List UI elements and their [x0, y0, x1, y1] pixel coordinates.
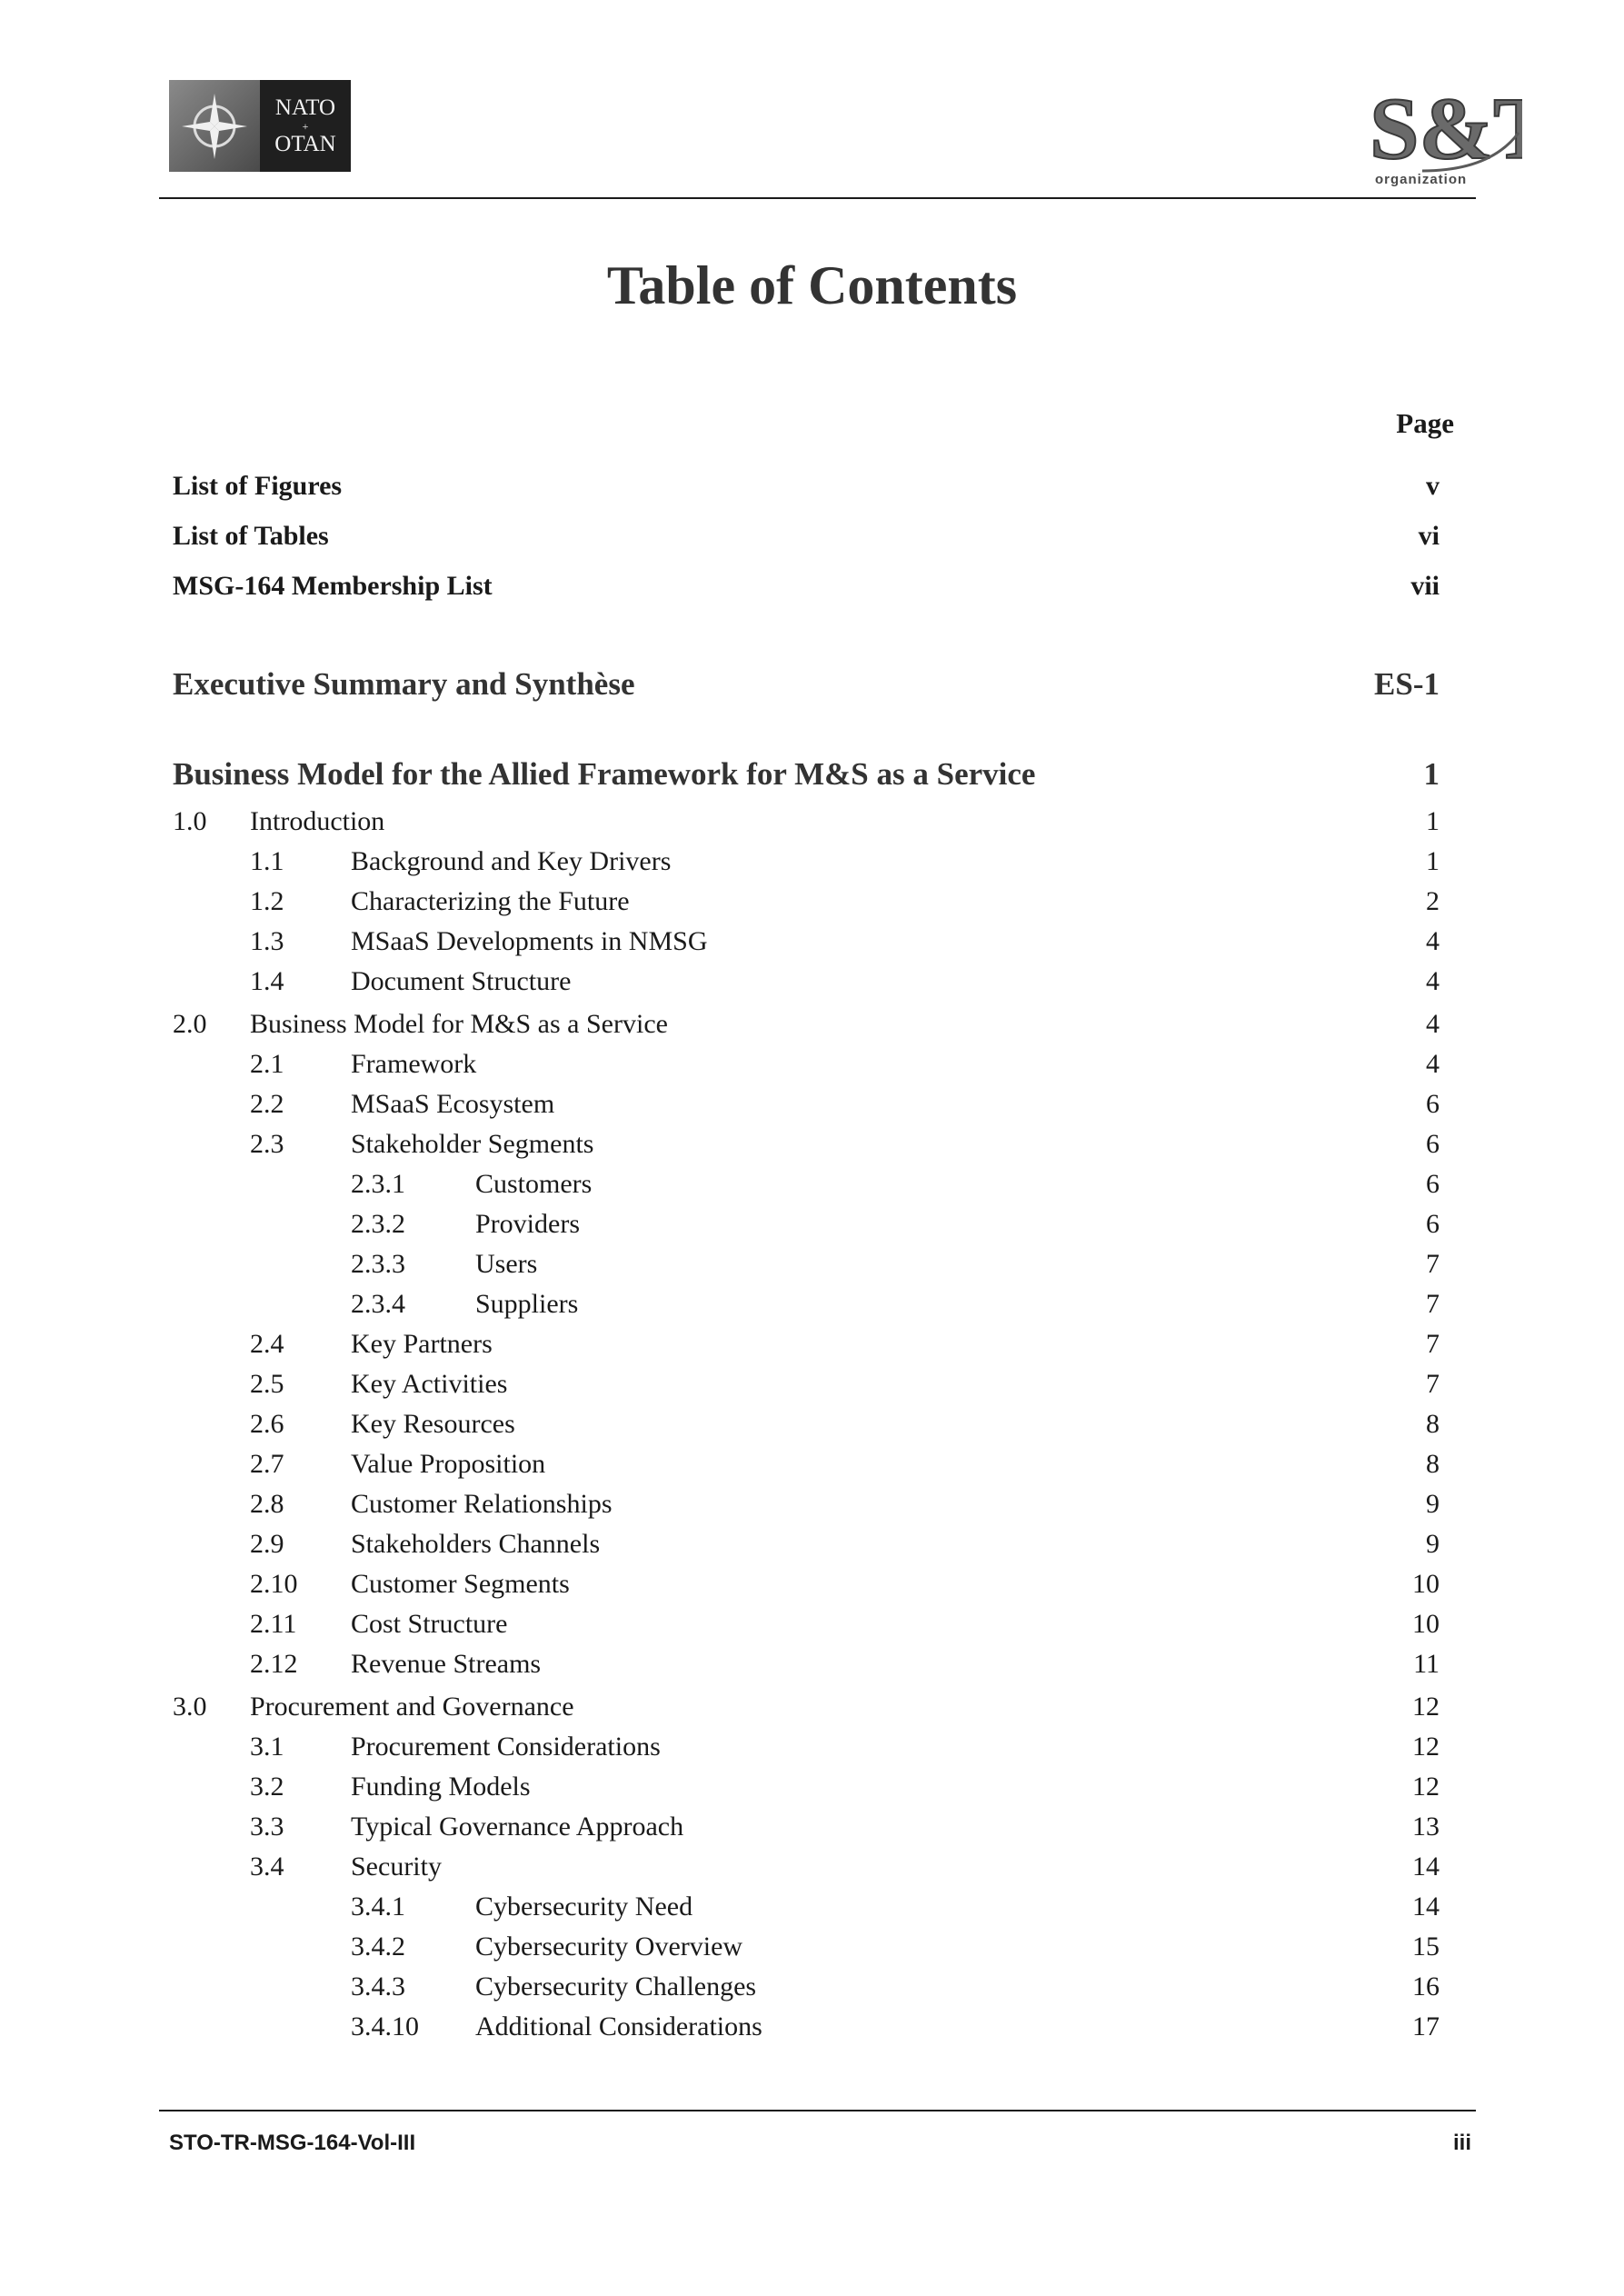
toc-entry-page: 15 [1412, 1932, 1440, 1962]
toc-entry-page: 1 [1423, 756, 1440, 792]
toc-entry-page: 17 [1412, 2011, 1440, 2041]
toc-entry-label: MSG-164 Membership List [173, 571, 493, 601]
toc-entry[interactable] [0, 1046, 1624, 1086]
toc-entry-page: 12 [1412, 1692, 1440, 1722]
toc-entry-page: 4 [1426, 966, 1440, 996]
toc-entry[interactable] [0, 1809, 1624, 1849]
toc-entry-number: 1.2 [250, 886, 284, 916]
page-title: Table of Contents [606, 255, 1018, 315]
st-organization-logo [1368, 76, 1522, 187]
toc-entry[interactable] [0, 1366, 1624, 1406]
toc-entry[interactable] [0, 2009, 1624, 2049]
toc-entry-label: Cybersecurity Overview [475, 1932, 743, 1962]
toc-entry-label: Suppliers [475, 1289, 579, 1319]
toc-entry-number: 2.3.4 [351, 1289, 405, 1319]
toc-entry[interactable] [0, 1126, 1624, 1166]
toc-entry-page: 14 [1412, 1892, 1440, 1922]
toc-entry-number: 2.3.3 [351, 1249, 405, 1279]
nato-otan-wordmark [260, 80, 351, 172]
toc-entry-label: Cybersecurity Challenges [475, 1972, 757, 2002]
toc-entry-page: 10 [1412, 1569, 1440, 1599]
toc-entry-number: 3.3 [250, 1812, 284, 1842]
toc-entry-page: 14 [1412, 1852, 1440, 1882]
toc-entry-number: 3.4.10 [351, 2011, 419, 2041]
toc-entry[interactable] [0, 1889, 1624, 1929]
toc-entry[interactable] [0, 1689, 1624, 1729]
toc-entry[interactable] [0, 1286, 1624, 1326]
toc-entry[interactable] [0, 1566, 1624, 1606]
toc-entry-number: 3.4.2 [351, 1932, 405, 1962]
toc-entry-number: 2.12 [250, 1649, 298, 1679]
toc-entry-page: 4 [1426, 1049, 1440, 1079]
toc-entry-number: 2.6 [250, 1409, 284, 1439]
toc-entry-business-model[interactable] [173, 756, 1440, 793]
toc-entry-page: 12 [1412, 1772, 1440, 1802]
toc-entry-label: Framework [351, 1049, 477, 1079]
toc-entry-label: Document Structure [351, 966, 572, 996]
toc-entry[interactable] [0, 1446, 1624, 1486]
toc-entry-number: 2.5 [250, 1369, 284, 1399]
compass-star-icon [169, 80, 260, 172]
toc-entry-label: Users [475, 1249, 538, 1279]
toc-entry-page: vii [1410, 571, 1440, 601]
toc-entry-page: 4 [1426, 1009, 1440, 1039]
toc-entry-label: Security [351, 1852, 442, 1882]
toc-entry-number: 2.11 [250, 1609, 297, 1639]
toc-entry-label: Business Model for the Allied Framework for M&S as a Service [173, 756, 1036, 792]
toc-entry-label: Customers [475, 1169, 593, 1199]
toc-entry[interactable] [0, 1326, 1624, 1366]
toc-entry[interactable] [0, 1929, 1624, 1969]
toc-entry-label: Procurement Considerations [351, 1732, 661, 1762]
nato-text: NATO [274, 95, 336, 120]
toc-entry-list-of-figures[interactable] [173, 467, 1440, 517]
toc-entry[interactable] [0, 1086, 1624, 1126]
toc-entry-page: 8 [1426, 1449, 1440, 1479]
nato-otan-logo [169, 80, 351, 172]
toc-entry[interactable] [0, 1526, 1624, 1566]
toc-entry-label: MSaaS Ecosystem [351, 1089, 555, 1119]
toc-entry-number: 3.2 [250, 1772, 284, 1802]
toc-entry-number: 1.4 [250, 966, 284, 996]
toc-entry[interactable] [0, 804, 1624, 844]
toc-entry[interactable] [0, 1606, 1624, 1646]
toc-entry-label: MSaaS Developments in NMSG [351, 926, 708, 956]
toc-entry-number: 2.1 [250, 1049, 284, 1079]
toc-entry-label: Funding Models [351, 1772, 531, 1802]
toc-entry-label: Value Proposition [351, 1449, 546, 1479]
toc-entry-label: Key Activities [351, 1369, 508, 1399]
st-caption: organization [1375, 172, 1468, 187]
toc-entry-executive-summary[interactable] [173, 666, 1440, 703]
toc-entry-label: Executive Summary and Synthèse [173, 666, 635, 702]
toc-entry-label: Additional Considerations [475, 2011, 762, 2041]
nato-separator: + [302, 119, 309, 133]
toc-entry-number: 1.0 [173, 806, 207, 836]
toc-entry-page: 9 [1426, 1529, 1440, 1559]
toc-entry-page: 6 [1426, 1129, 1440, 1159]
toc-list [0, 804, 1624, 2049]
toc-entry-number: 1.1 [250, 846, 284, 876]
page-column-heading: Page [1396, 407, 1454, 439]
toc-entry-page: 7 [1426, 1369, 1440, 1399]
toc-entry-label: Customer Segments [351, 1569, 570, 1599]
toc-entry-label: Revenue Streams [351, 1649, 542, 1679]
st-mark: S& [1370, 80, 1494, 178]
header-divider [159, 197, 1476, 199]
toc-entry[interactable] [0, 963, 1624, 1003]
toc-entry[interactable] [0, 1769, 1624, 1809]
toc-entry-number: 3.4 [250, 1852, 284, 1882]
toc-entry-number: 2.3.2 [351, 1209, 405, 1239]
footer-document-id: STO-TR-MSG-164-Vol-III [169, 2131, 416, 2155]
toc-entry-number: 2.3 [250, 1129, 284, 1159]
toc-entry-number: 2.8 [250, 1489, 284, 1519]
toc-entry-list-of-tables[interactable] [173, 517, 1440, 567]
toc-entry-page: ES-1 [1374, 666, 1440, 702]
toc-entry-number: 2.9 [250, 1529, 284, 1559]
toc-entry-page: 8 [1426, 1409, 1440, 1439]
toc-entry-page: 6 [1426, 1169, 1440, 1199]
toc-entry-label: Characterizing the Future [351, 886, 630, 916]
toc-entry-page: 7 [1426, 1289, 1440, 1319]
toc-entry-label: Stakeholder Segments [351, 1129, 594, 1159]
toc-entry-number: 2.3.1 [351, 1169, 405, 1199]
toc-entry-number: 2.7 [250, 1449, 284, 1479]
toc-entry-label: Introduction [250, 806, 385, 836]
toc-entry[interactable] [0, 1166, 1624, 1206]
toc-entry-label: Background and Key Drivers [351, 846, 672, 876]
toc-entry-number: 2.10 [250, 1569, 298, 1599]
toc-entry-page: 1 [1426, 806, 1440, 836]
toc-entry-number: 2.0 [173, 1009, 207, 1039]
toc-entry-page: 6 [1426, 1209, 1440, 1239]
toc-entry-label: Key Partners [351, 1329, 493, 1359]
toc-entry-page: 9 [1426, 1489, 1440, 1519]
toc-entry-page: 7 [1426, 1329, 1440, 1359]
toc-entry-page: 12 [1412, 1732, 1440, 1762]
toc-entry[interactable] [0, 844, 1624, 883]
toc-entry[interactable] [0, 1849, 1624, 1889]
toc-entry-number: 3.4.1 [351, 1892, 405, 1922]
toc-entry[interactable] [0, 1729, 1624, 1769]
toc-entry-page: 11 [1413, 1649, 1440, 1679]
toc-entry-number: 2.4 [250, 1329, 284, 1359]
toc-entry-page: v [1426, 471, 1440, 501]
toc-entry[interactable] [0, 1206, 1624, 1246]
toc-entry[interactable] [0, 1969, 1624, 2009]
toc-entry[interactable] [0, 1486, 1624, 1526]
footer-divider [159, 2110, 1476, 2111]
toc-entry-page: 16 [1412, 1972, 1440, 2002]
toc-entry-page: 7 [1426, 1249, 1440, 1279]
toc-entry-label: Providers [475, 1209, 580, 1239]
toc-entry-number: 1.3 [250, 926, 284, 956]
toc-entry-label: Business Model for M&S as a Service [250, 1009, 668, 1039]
toc-entry-label: Cybersecurity Need [475, 1892, 693, 1922]
toc-entry-number: 3.4.3 [351, 1972, 405, 2002]
toc-entry-label: List of Figures [173, 471, 343, 501]
toc-entry-membership-list[interactable] [173, 567, 1440, 617]
toc-entry[interactable] [0, 1646, 1624, 1686]
toc-entry-label: Customer Relationships [351, 1489, 613, 1519]
toc-entry-page: 2 [1426, 886, 1440, 916]
otan-text: OTAN [274, 131, 336, 156]
toc-entry-label: Procurement and Governance [250, 1692, 574, 1722]
toc-entry-page: 10 [1412, 1609, 1440, 1639]
toc-entry[interactable] [0, 1006, 1624, 1046]
toc-entry-label: List of Tables [173, 521, 329, 551]
toc-entry-label: Stakeholders Channels [351, 1529, 601, 1559]
toc-entry-label: Typical Governance Approach [351, 1812, 684, 1842]
toc-entry-label: Cost Structure [351, 1609, 508, 1639]
toc-entry-page: 4 [1426, 926, 1440, 956]
toc-entry-page: 6 [1426, 1089, 1440, 1119]
toc-entry-page: 13 [1412, 1812, 1440, 1842]
toc-entry-number: 2.2 [250, 1089, 284, 1119]
toc-entry[interactable] [0, 1406, 1624, 1446]
front-matter-list [173, 467, 1440, 617]
toc-entry[interactable] [0, 923, 1624, 963]
footer-page-number: iii [1452, 2131, 1471, 2155]
toc-entry-page: 1 [1426, 846, 1440, 876]
toc-entry-number: 3.0 [173, 1692, 207, 1722]
toc-entry[interactable] [0, 883, 1624, 923]
toc-entry-label: Key Resources [351, 1409, 515, 1439]
toc-entry[interactable] [0, 1246, 1624, 1286]
toc-entry-page: vi [1418, 521, 1440, 551]
toc-entry-number: 3.1 [250, 1732, 284, 1762]
